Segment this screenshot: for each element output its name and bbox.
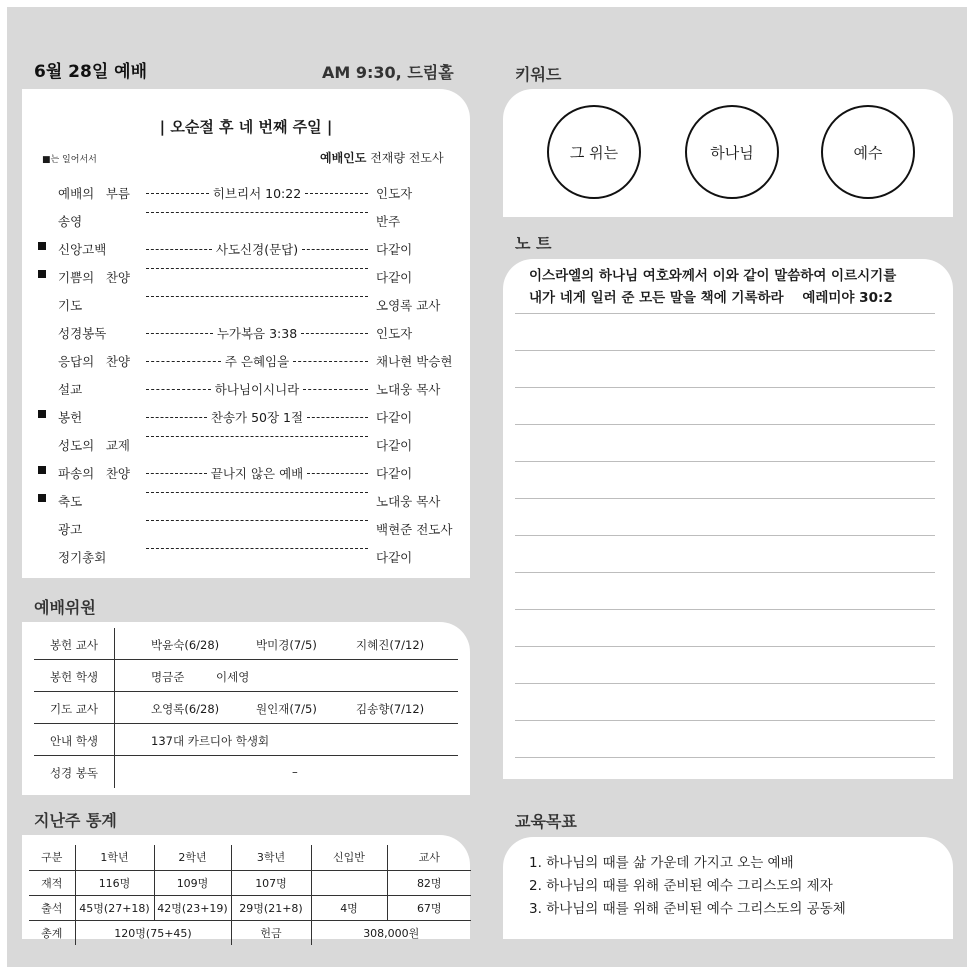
staff-row — [34, 756, 458, 788]
leader-dashes — [146, 193, 209, 194]
order-item-name: 응답의 찬양 — [58, 354, 130, 369]
staff-row — [34, 692, 458, 724]
staff-card — [22, 622, 470, 795]
service-sunday-title: | 오순절 후 네 번째 주일 | — [159, 118, 333, 136]
order-item-detail — [146, 212, 368, 213]
note-rule-line — [515, 387, 935, 388]
leader-dashes — [146, 548, 368, 549]
order-item — [22, 291, 469, 319]
bulletin-page — [7, 7, 967, 967]
goal-item: 1. 하나님의 때를 삶 가운데 가지고 오는 예배 — [529, 855, 794, 871]
order-item — [22, 179, 469, 207]
note-rule-line — [515, 535, 935, 536]
stats-cell: 45명(27+18) — [75, 895, 154, 920]
order-item — [22, 207, 469, 235]
leader-dashes — [307, 417, 368, 418]
leader-dashes — [146, 520, 368, 521]
staff-row — [34, 628, 458, 660]
order-item-detail — [146, 268, 368, 269]
column-divider — [114, 692, 115, 723]
order-item-detail — [146, 324, 368, 342]
stats-cell: 재적 — [29, 870, 75, 895]
standing-bullet-icon — [38, 466, 46, 474]
staff-person: 김송향(7/12) — [356, 702, 425, 716]
leader-dashes — [146, 333, 213, 334]
order-item-name: 파송의 찬양 — [58, 466, 130, 481]
staff-role: 기도 교사 — [49, 702, 99, 716]
stats-cell: 29명(21+8) — [231, 895, 311, 920]
staff-title: 예배위원 — [34, 598, 96, 617]
order-item-name: 봉헌 — [58, 410, 83, 425]
order-item-person: 채나현 박승현 — [376, 354, 453, 369]
note-rule-line — [515, 609, 935, 610]
order-item-name: 설교 — [58, 382, 83, 397]
stats-cell: 107명 — [231, 870, 311, 895]
notes-title: 노 트 — [515, 234, 552, 253]
stats-cell: 116명 — [75, 870, 154, 895]
order-item-detail — [146, 492, 368, 493]
staff-person: 오영록(6/28) — [151, 702, 220, 716]
leader-dashes — [146, 249, 212, 250]
stats-enrolled-row — [29, 870, 471, 895]
stats-cell: 출석 — [29, 895, 75, 920]
order-item-person: 백현준 전도사 — [376, 522, 453, 537]
column-divider — [114, 660, 115, 691]
stats-header-cell: 교사 — [387, 845, 471, 870]
order-item-person: 다같이 — [376, 438, 413, 453]
order-item-name: 광고 — [58, 522, 83, 537]
order-item-detail — [146, 548, 368, 549]
notes-card — [503, 259, 953, 779]
stats-header-row — [29, 845, 471, 870]
order-item — [22, 375, 469, 403]
service-time-place: AM 9:30, 드림홀 — [322, 63, 454, 82]
note-rule-line — [515, 646, 935, 647]
note-rule-line — [515, 757, 935, 758]
stats-card — [22, 835, 470, 939]
order-item-name: 예배의 부름 — [58, 186, 130, 201]
order-item-detail — [146, 296, 368, 297]
order-item-person: 노대웅 목사 — [376, 494, 441, 509]
leader-dashes — [146, 473, 207, 474]
order-item-detail — [146, 352, 368, 370]
stats-cell: 82명 — [387, 870, 471, 895]
order-item-name: 축도 — [58, 494, 83, 509]
note-rule-line — [515, 683, 935, 684]
order-item-detail — [146, 436, 368, 437]
order-item — [22, 235, 469, 263]
order-item — [22, 459, 469, 487]
column-divider — [114, 628, 115, 659]
leader-dashes — [146, 417, 207, 418]
order-item-person: 다같이 — [376, 410, 413, 425]
column-divider — [114, 756, 115, 788]
scripture-line-2 — [529, 287, 896, 309]
goal-item: 2. 하나님의 때를 위해 준비된 예수 그리스도의 제자 — [529, 878, 833, 894]
standing-bullet-icon — [38, 494, 46, 502]
order-item — [22, 543, 469, 571]
stats-total-row — [29, 920, 471, 945]
order-item — [22, 319, 469, 347]
column-divider — [114, 724, 115, 755]
service-date-title: 6월 28일 예배 — [34, 62, 148, 82]
leader-dashes — [293, 361, 368, 362]
note-rule-line — [515, 424, 935, 425]
order-item — [22, 403, 469, 431]
order-item-name: 기도 — [58, 298, 83, 313]
staff-person: 이세영 — [216, 670, 250, 684]
staff-person: 137대 카르디아 학생회 — [151, 734, 270, 748]
order-item-name: 성도의 교제 — [58, 438, 130, 453]
keyword-circle: 예수 — [821, 105, 915, 199]
order-item-detail — [146, 240, 368, 258]
keyword-circle: 그 위는 — [547, 105, 641, 199]
order-item — [22, 263, 469, 291]
order-item — [22, 431, 469, 459]
standing-bullet-icon — [38, 242, 46, 250]
order-item-name: 성경봉독 — [58, 326, 107, 341]
goals-list — [529, 852, 846, 921]
order-item-person: 인도자 — [376, 186, 413, 201]
leader-dashes — [146, 268, 368, 269]
stats-title: 지난주 통계 — [34, 811, 117, 830]
note-rule-line — [515, 461, 935, 462]
staff-role: 봉헌 교사 — [49, 638, 99, 652]
order-of-worship-card — [22, 89, 470, 578]
stats-cell — [311, 870, 387, 895]
staff-person: 박미경(7/5) — [256, 638, 317, 652]
stats-header-cell: 구분 — [29, 845, 75, 870]
stats-cell: 총계 — [41, 926, 63, 940]
keyword-circle: 하나님 — [685, 105, 779, 199]
leader-dashes — [301, 333, 368, 334]
order-item-text: 누가복음 3:38 — [216, 326, 298, 341]
standing-bullet-icon — [38, 410, 46, 418]
staff-person: 지혜진(7/12) — [356, 638, 425, 652]
stats-cell: 4명 — [311, 895, 387, 920]
staff-person: 박윤숙(6/28) — [151, 638, 220, 652]
leader-dashes — [307, 473, 368, 474]
order-item-text: 주 은혜임을 — [224, 354, 290, 369]
staff-role: 안내 학생 — [49, 734, 99, 748]
order-item — [22, 515, 469, 543]
leader-dashes — [146, 361, 221, 362]
order-item-text: 끝나지 않은 예배 — [210, 466, 304, 481]
goals-title: 교육목표 — [515, 812, 577, 831]
order-item-text: 하나님이시니라 — [214, 382, 300, 397]
order-item — [22, 347, 469, 375]
order-item-text: 찬송가 50장 1절 — [210, 410, 304, 425]
scripture-verse — [529, 265, 896, 309]
order-item-detail — [146, 380, 368, 398]
order-item — [22, 487, 469, 515]
leader-name: 전재량 전도사 — [370, 151, 444, 165]
order-item-name: 신앙고백 — [58, 242, 107, 257]
order-item-detail — [146, 184, 368, 202]
leader-dashes — [146, 389, 211, 390]
order-item-person: 다같이 — [376, 466, 413, 481]
order-item-person: 반주 — [376, 214, 401, 229]
order-item-person: 다같이 — [376, 242, 413, 257]
staff-row — [34, 724, 458, 756]
standing-bullet-icon — [38, 270, 46, 278]
order-item-person: 노대웅 목사 — [376, 382, 441, 397]
order-item-person: 오영록 교사 — [376, 298, 441, 313]
leader-label: 예배인도 — [320, 151, 367, 165]
order-item-name: 송영 — [58, 214, 83, 229]
order-item-name: 정기총회 — [58, 550, 107, 565]
order-item-detail — [146, 408, 368, 426]
note-rule-line — [515, 572, 935, 573]
stats-cell: 헌금 — [231, 920, 311, 945]
staff-row — [34, 660, 458, 692]
goal-item: 3. 하나님의 때를 위해 준비된 예수 그리스도의 공동체 — [529, 901, 846, 917]
stats-offering-value: 308,000원 — [311, 920, 471, 945]
stats-header-cell: 2학년 — [154, 845, 231, 870]
stats-table — [29, 845, 471, 945]
staff-role: 봉헌 학생 — [49, 670, 99, 684]
scripture-reference: 예레미야 30:2 — [802, 290, 893, 306]
order-item-person: 다같이 — [376, 270, 413, 285]
keywords-title: 키워드 — [515, 65, 562, 84]
staff-person: 명금준 — [151, 670, 185, 684]
stats-attendance-row — [29, 895, 471, 920]
staff-role: 성경 봉독 — [49, 766, 99, 780]
leader-dashes — [303, 389, 368, 390]
note-rule-line — [515, 313, 935, 314]
note-rule-line — [515, 350, 935, 351]
note-rule-line — [515, 720, 935, 721]
leader-dashes — [305, 193, 368, 194]
leader-dashes — [302, 249, 368, 250]
stats-header-cell: 1학년 — [75, 845, 154, 870]
stats-header-cell: 3학년 — [231, 845, 311, 870]
worship-leader — [320, 149, 444, 166]
order-item-text: 사도신경(문답) — [215, 242, 299, 257]
keywords-card — [503, 89, 953, 217]
leader-dashes — [146, 212, 368, 213]
scripture-line-1: 이스라엘의 하나님 여호와께서 이와 같이 말씀하여 이르시기를 — [529, 268, 897, 284]
staff-person: 원인재(7/5) — [256, 702, 317, 716]
leader-dashes — [146, 296, 368, 297]
order-item-person: 인도자 — [376, 326, 413, 341]
stats-total-value: 120명(75+45) — [75, 920, 231, 945]
order-item-detail — [146, 520, 368, 521]
order-item-text: 히브리서 10:22 — [212, 186, 302, 201]
staff-person: – — [292, 765, 298, 779]
stats-cell: 67명 — [387, 895, 471, 920]
stats-header-cell: 신입반 — [311, 845, 387, 870]
leader-dashes — [146, 436, 368, 437]
note-rule-line — [515, 498, 935, 499]
stand-note: ■는 일어서서 — [42, 155, 97, 165]
goals-card — [503, 837, 953, 939]
stats-cell: 42명(23+19) — [154, 895, 231, 920]
order-item-person: 다같이 — [376, 550, 413, 565]
scripture-line-2-text: 내가 네게 일러 준 모든 말을 책에 기록하라 — [529, 290, 784, 306]
order-item-detail — [146, 464, 368, 482]
stats-cell: 109명 — [154, 870, 231, 895]
order-item-name: 기쁨의 찬양 — [58, 270, 130, 285]
leader-dashes — [146, 492, 368, 493]
